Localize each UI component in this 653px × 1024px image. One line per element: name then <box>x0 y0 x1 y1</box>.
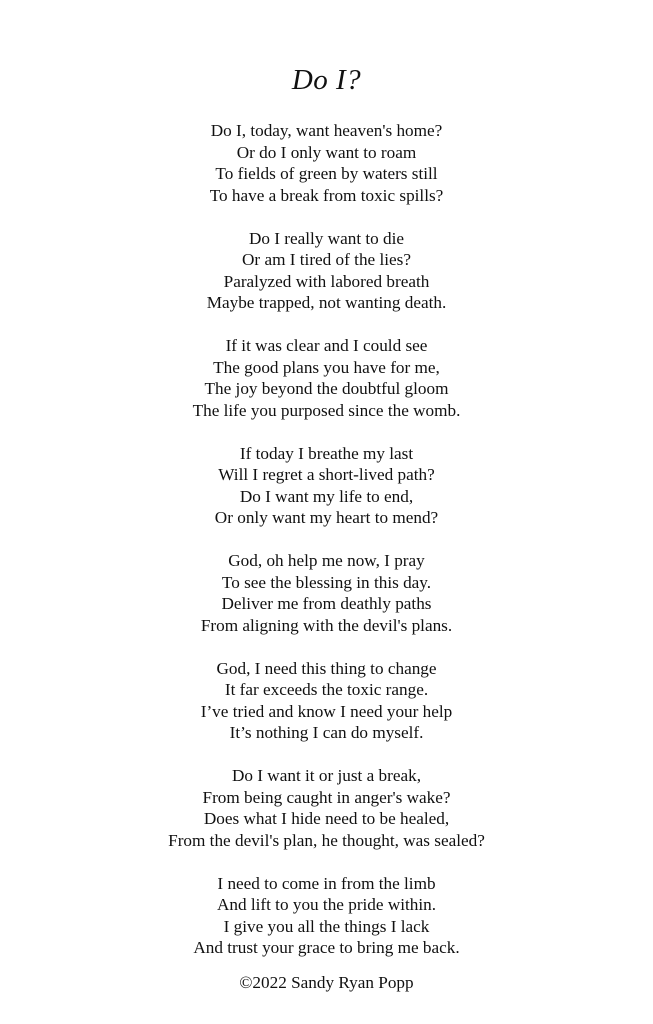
poem-line: Does what I hide need to be healed, <box>203 809 450 828</box>
poem-body <box>0 120 653 980</box>
stanza-3 <box>0 335 653 421</box>
stanza-1 <box>0 120 653 206</box>
poem-line: The life you purposed since the womb. <box>192 400 461 420</box>
copyright-notice: ©2022 Sandy Ryan Popp <box>239 973 414 992</box>
stanza-7 <box>0 765 653 851</box>
poem-line: Do I really want to die <box>248 228 405 248</box>
poem-line: Deliver me from deathly paths <box>221 594 432 613</box>
poem-line: Do I want my life to end, <box>239 486 414 506</box>
poem-line: Or do I only want to roam <box>236 142 417 162</box>
poem-line: To fields of green by waters still <box>215 164 438 183</box>
poem-line: To see the blessing in this day. <box>221 572 432 592</box>
poem-line: Will I regret a short-lived path? <box>218 465 435 484</box>
poem-line: Or am I tired of the lies? <box>242 250 411 269</box>
poem-line: God, oh help me now, I pray <box>228 551 425 570</box>
poem-line: Do I want it or just a break, <box>231 766 421 785</box>
poem-line: If it was clear and I could see <box>225 336 428 355</box>
stanza-5 <box>0 550 653 636</box>
poem-line: Paralyzed with labored breath <box>223 271 430 291</box>
poem-line: It’s nothing I can do myself. <box>229 723 424 742</box>
poem-line: The good plans you have for me, <box>213 357 440 377</box>
poem-line: Maybe trapped, not wanting death. <box>206 293 447 312</box>
poem-line: Or only want my heart to mend? <box>214 508 439 527</box>
poem-line: From aligning with the devil's plans. <box>200 615 453 635</box>
poem-line: From the devil's plan, he thought, was sealed? <box>168 830 485 850</box>
poem-line: The joy beyond the doubtful gloom <box>204 379 449 398</box>
poem-line: And lift to you the pride within. <box>216 895 437 914</box>
poem-line: Do I, today, want heaven's home? <box>210 121 443 140</box>
poem-line: God, I need this thing to change <box>216 658 437 678</box>
poem-line: If today I breathe my last <box>239 443 414 463</box>
stanza-2 <box>0 228 653 314</box>
stanza-6 <box>0 658 653 744</box>
poem-line: I’ve tried and know I need your help <box>200 701 453 721</box>
poem-line: It far exceeds the toxic range. <box>224 680 429 699</box>
stanza-4 <box>0 443 653 529</box>
stanza-8 <box>0 873 653 959</box>
poem-line: And trust your grace to bring me back. <box>193 938 460 957</box>
poem-line: I give you all the things I lack <box>223 916 430 936</box>
poem-line: From being caught in anger's wake? <box>202 787 451 807</box>
poem-line: To have a break from toxic spills? <box>209 185 444 205</box>
poem-title: Do I? <box>291 64 362 96</box>
poem-line: I need to come in from the limb <box>217 873 436 893</box>
